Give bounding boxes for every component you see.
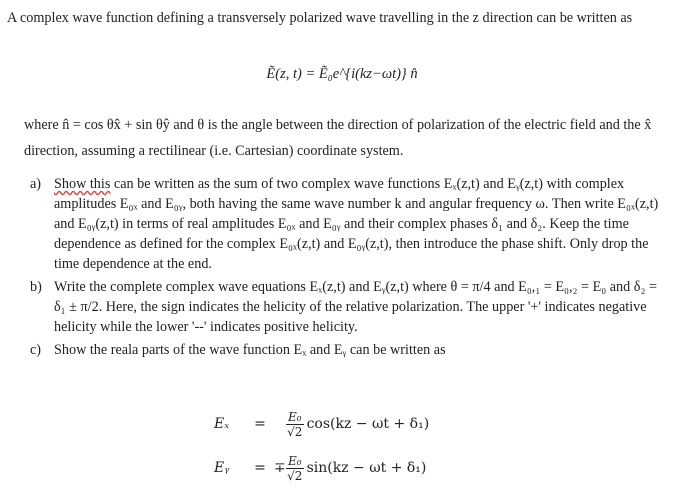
denominator: √2 bbox=[287, 424, 303, 439]
fraction bbox=[286, 410, 304, 439]
sign-symbol: ∓ bbox=[274, 460, 286, 476]
result-equations bbox=[214, 402, 429, 490]
question-label: a) bbox=[30, 176, 42, 192]
question-a bbox=[30, 174, 670, 274]
question-c bbox=[30, 340, 670, 360]
numerator: E₀ bbox=[288, 409, 302, 424]
question-list bbox=[30, 174, 670, 363]
question-text: Write the complete complex wave equations Eₓ(z,t) and Eᵧ(z,t) where θ = π/4 and E₀,₁ = E₀,₂ = E₀ and δ₂ = δ₁ ± π/2. Here, the sign indicates the helicity of the relative polarization. The upper '+' indicates negative helicity while the lower '--' indicates positive helicity. bbox=[54, 279, 657, 335]
question-b bbox=[30, 277, 670, 337]
equation-rhs: sin(kz − ωt + δ₁) bbox=[306, 460, 427, 476]
equation-rhs: cos(kz − ωt + δ₁) bbox=[306, 416, 430, 432]
intro-paragraph: A complex wave function defining a transversely polarized wave travelling in the z direction can be written as bbox=[7, 10, 633, 26]
main-equation: Ẽ(z, t) = Ẽ₀e^{i(kz−ωt)} n̂ bbox=[266, 66, 418, 82]
definition-paragraph: where n̂ = cos θx̂ + sin θŷ and θ is the angle between the direction of polarization of the electric field and the x̂ direction, assuming a rectilinear (i.e. Cartesian) coordinate system. bbox=[24, 117, 652, 159]
equals-sign: = bbox=[254, 460, 266, 476]
question-a-body: can be written as the sum of two complex wave functions Eₓ(z,t) and Eᵧ(z,t) with complex amplitudes E₀ₓ and E₀ᵧ, both having the same wave number k and angular frequency ω. Then write E₀ₓ(z,t) and E₀ᵧ(z,t) in terms of real amplitudes E₀ₓ and E₀ᵧ and their complex phases δ₁ and δ₂. Keep the time dependence as defined for the complex E₀ₓ(z,t) and E₀ᵧ(z,t), then introduce the phase shift. Only drop the time dependence at the end. bbox=[54, 176, 659, 272]
equation-lhs: Eₓ bbox=[214, 416, 230, 432]
show-this-phrase: Show this bbox=[54, 176, 111, 192]
equation-ex bbox=[214, 402, 429, 446]
equation-ey bbox=[214, 446, 429, 490]
denominator: √2 bbox=[287, 468, 303, 483]
question-label: b) bbox=[30, 279, 42, 295]
numerator: E₀ bbox=[288, 453, 302, 468]
question-label: c) bbox=[30, 342, 42, 358]
equals-sign: = bbox=[254, 416, 266, 432]
question-text: Show the reala parts of the wave function Eₓ and Eᵧ can be written as bbox=[54, 342, 446, 358]
equation-lhs: Eᵧ bbox=[214, 460, 230, 476]
question-text bbox=[54, 174, 670, 274]
fraction bbox=[286, 454, 304, 483]
